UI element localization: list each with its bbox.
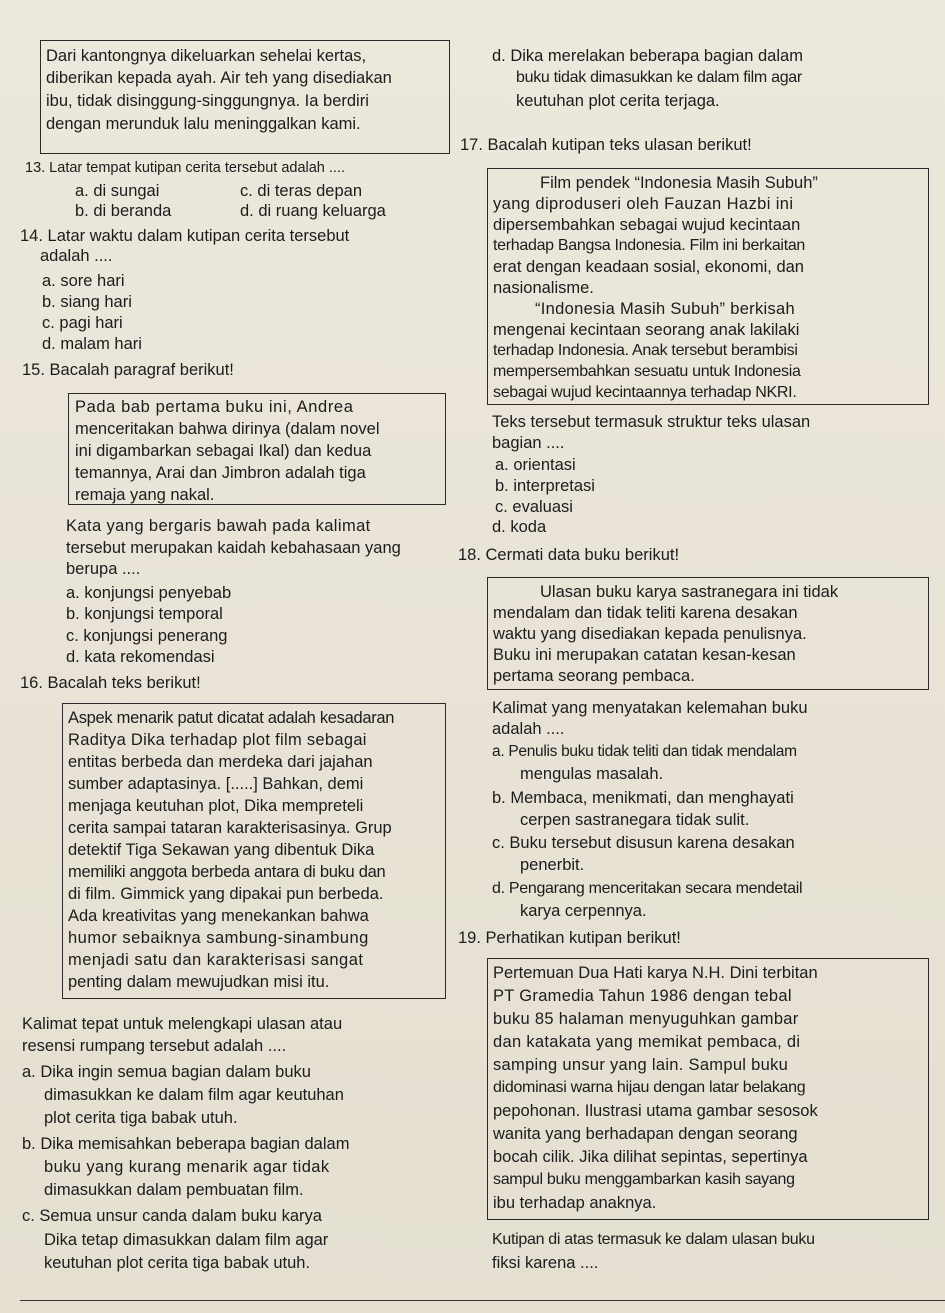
q19-passage-line: buku 85 halaman menyuguhkan gambar [493, 1010, 799, 1028]
q15-passage-line: ini digambarkan sebagai Ikal) dan kedua [75, 442, 372, 460]
q16-option-d-cont: keutuhan plot cerita terjaga. [516, 92, 720, 110]
q19-passage-line: pepohonan. Ilustrasi utama gambar sesosok [493, 1102, 818, 1120]
q18-option-b[interactable]: b. Membaca, menikmati, dan menghayati [492, 789, 794, 807]
q16-stem: 16. Bacalah teks berikut! [20, 674, 201, 692]
q18-option-c[interactable]: c. Buku tersebut disusun karena desakan [492, 834, 795, 852]
q16-option-b-cont: dimasukkan dalam pembuatan film. [44, 1181, 304, 1199]
quote-line: diberikan kepada ayah. Air teh yang disediakan [46, 69, 392, 87]
q17-question: Teks tersebut termasuk struktur teks ulasan [492, 413, 811, 431]
q17-passage-line: “Indonesia Masih Subuh” berkisah [535, 300, 795, 318]
q16-passage-line: menjaga keutuhan plot, Dika mempreteli [68, 797, 364, 815]
q19-passage-line: Pertemuan Dua Hati karya N.H. Dini terbitan [493, 964, 818, 982]
q13-option-a[interactable]: a. di sungai [75, 182, 160, 200]
q16-option-b[interactable]: b. Dika memisahkan beberapa bagian dalam [22, 1135, 350, 1153]
q17-passage-line: dipersembahkan sebagai wujud kecintaan [493, 216, 801, 234]
q19-question: fiksi karena .... [492, 1254, 599, 1272]
q18-option-d-cont: karya cerpennya. [520, 902, 647, 920]
q19-stem: 19. Perhatikan kutipan berikut! [458, 929, 681, 947]
q16-option-a[interactable]: a. Dika ingin semua bagian dalam buku [22, 1063, 311, 1081]
q18-passage-line: mendalam dan tidak teliti karena desakan [493, 604, 798, 622]
q18-question: adalah .... [492, 720, 565, 738]
q19-passage-line: PT Gramedia Tahun 1986 dengan tebal [493, 987, 792, 1005]
q18-option-b-cont: cerpen sastranegara tidak sulit. [520, 811, 750, 829]
q18-option-c-cont: penerbit. [520, 856, 585, 874]
q16-option-c[interactable]: c. Semua unsur canda dalam buku karya [22, 1207, 322, 1225]
q17-stem: 17. Bacalah kutipan teks ulasan berikut! [460, 136, 752, 154]
q15-stem: 15. Bacalah paragraf berikut! [22, 361, 234, 379]
q13-stem: 13. Latar tempat kutipan cerita tersebut adalah .... [25, 160, 345, 176]
q15-question: tersebut merupakan kaidah kebahasaan yang [66, 539, 401, 557]
q13-option-b[interactable]: b. di beranda [75, 202, 172, 220]
q17-passage-line: mengenai kecintaan seorang anak lakilaki [493, 321, 800, 339]
q16-passage-line: di film. Gimmick yang dipakai pun berbeda. [68, 885, 384, 903]
q15-option-b[interactable]: b. konjungsi temporal [66, 605, 223, 623]
q14-option-b[interactable]: b. siang hari [42, 293, 132, 311]
q18-passage-line: Ulasan buku karya sastranegara ini tidak [540, 583, 839, 601]
q16-passage-line: penting dalam mewujudkan misi itu. [68, 973, 330, 991]
q19-passage-line: sampul buku menggambarkan kasih sayang [493, 1171, 795, 1188]
q16-passage-line: entitas berbeda dan merdeka dari jajahan [68, 753, 373, 771]
q19-passage-line: wanita yang berhadapan dengan seorang [493, 1125, 798, 1143]
q16-question: Kalimat tepat untuk melengkapi ulasan atau [22, 1015, 343, 1033]
q14-stem-2: adalah .... [40, 247, 113, 265]
q19-passage-line: samping unsur yang lain. Sampul buku [493, 1056, 789, 1074]
q16-passage-line: detektif Tiga Sekawan yang dibentuk Dika [68, 841, 375, 859]
q17-passage-line: erat dengan keadaan sosial, ekonomi, dan [493, 258, 804, 276]
q15-passage-line: temannya, Arai dan Jimbron adalah tiga [75, 464, 366, 482]
q17-passage-line: nasionalisme. [493, 279, 594, 297]
q18-option-a[interactable]: a. Penulis buku tidak teliti dan tidak mendalam [492, 743, 797, 760]
q16-option-b-cont: buku yang kurang menarik agar tidak [44, 1158, 330, 1176]
q18-passage-line: Buku ini merupakan catatan kesan-kesan [493, 646, 796, 664]
q14-option-c[interactable]: c. pagi hari [42, 314, 123, 332]
q16-passage-line: Raditya Dika terhadap plot film sebagai [68, 731, 367, 749]
q15-question: Kata yang bergaris bawah pada kalimat [66, 517, 371, 535]
q18-passage-line: waktu yang disediakan kepada penulisnya. [493, 625, 807, 643]
q18-stem: 18. Cermati data buku berikut! [458, 546, 680, 564]
q19-passage-line: ibu terhadap anaknya. [493, 1194, 657, 1212]
q15-passage-line: remaja yang nakal. [75, 486, 215, 504]
q15-passage-line: menceritakan bahwa dirinya (dalam novel [75, 420, 380, 438]
q15-option-c[interactable]: c. konjungsi penerang [66, 627, 228, 645]
q14-stem: 14. Latar waktu dalam kutipan cerita tersebut [20, 227, 350, 245]
quote-line: dengan merunduk lalu meninggalkan kami. [46, 115, 361, 133]
q16-option-c-cont: keutuhan plot cerita tiga babak utuh. [44, 1254, 311, 1272]
q16-option-c-cont: Dika tetap dimasukkan dalam film agar [44, 1231, 329, 1249]
q18-option-a-cont: mengulas masalah. [520, 765, 664, 783]
quote-line: Dari kantongnya dikeluarkan sehelai kertas, [46, 47, 367, 65]
q18-question: Kalimat yang menyatakan kelemahan buku [492, 699, 808, 717]
q17-passage-line: yang diproduseri oleh Fauzan Hazbi ini [493, 195, 794, 213]
q19-question: Kutipan di atas termasuk ke dalam ulasan buku [492, 1231, 815, 1248]
q17-passage-line: sebagai wujud kecintaannya terhadap NKRI. [493, 384, 797, 401]
q13-option-c[interactable]: c. di teras depan [240, 182, 362, 200]
q16-option-a-cont: plot cerita tiga babak utuh. [44, 1109, 238, 1127]
q16-passage-line: memiliki anggota berbeda antara di buku dan [68, 863, 386, 881]
q17-option-c[interactable]: c. evaluasi [495, 498, 573, 516]
q14-option-a[interactable]: a. sore hari [42, 272, 125, 290]
q17-passage-line: mempersembahkan sesuatu untuk Indonesia [493, 363, 801, 380]
q17-option-d[interactable]: d. koda [492, 518, 547, 536]
q13-option-d[interactable]: d. di ruang keluarga [240, 202, 386, 220]
q15-question: berupa .... [66, 560, 141, 578]
q15-option-a[interactable]: a. konjungsi penyebab [66, 584, 232, 602]
q18-passage-line: pertama seorang pembaca. [493, 667, 695, 685]
q16-passage-line: cerita sampai tataran karakterisasinya. Grup [68, 819, 392, 837]
q17-passage-line: terhadap Bangsa Indonesia. Film ini berkaitan [493, 237, 806, 254]
q16-question: resensi rumpang tersebut adalah .... [22, 1037, 287, 1055]
q18-option-d[interactable]: d. Pengarang menceritakan secara mendetail [492, 880, 803, 897]
quote-line: ibu, tidak disinggung-singgungnya. Ia berdiri [46, 92, 369, 110]
q14-option-d[interactable]: d. malam hari [42, 335, 142, 353]
q16-passage-line: Aspek menarik patut dicatat adalah kesadaran [68, 709, 395, 727]
q16-option-d-cont: buku tidak dimasukkan ke dalam film agar [516, 69, 802, 86]
q17-question: bagian .... [492, 434, 565, 452]
q16-option-d[interactable]: d. Dika merelakan beberapa bagian dalam [492, 47, 803, 65]
q16-passage-line: Ada kreativitas yang menekankan bahwa [68, 907, 369, 925]
q16-passage-line: menjadi satu dan karakterisasi sangat [68, 951, 364, 969]
q17-passage-line: terhadap Indonesia. Anak tersebut berambisi [493, 342, 798, 359]
q19-passage-line: didominasi warna hijau dengan latar belakang [493, 1079, 806, 1096]
q17-option-a[interactable]: a. orientasi [495, 456, 576, 474]
q19-passage-line: bocah cilik. Jika dilihat sepintas, sepertinya [493, 1148, 808, 1166]
q16-option-a-cont: dimasukkan ke dalam film agar keutuhan [44, 1086, 344, 1104]
q16-passage-line: sumber adaptasinya. [.....] Bahkan, demi [68, 775, 364, 793]
q15-passage-line: Pada bab pertama buku ini, Andrea [75, 398, 354, 416]
page-bottom-rule [20, 1300, 945, 1301]
q15-option-d[interactable]: d. kata rekomendasi [66, 648, 215, 666]
q16-passage-line: humor sebaiknya sambung-sinambung [68, 929, 369, 947]
q17-passage-line: Film pendek “Indonesia Masih Subuh” [540, 174, 818, 192]
q19-passage-line: dan katakata yang memikat pembaca, di [493, 1033, 801, 1051]
q17-option-b[interactable]: b. interpretasi [495, 477, 595, 495]
